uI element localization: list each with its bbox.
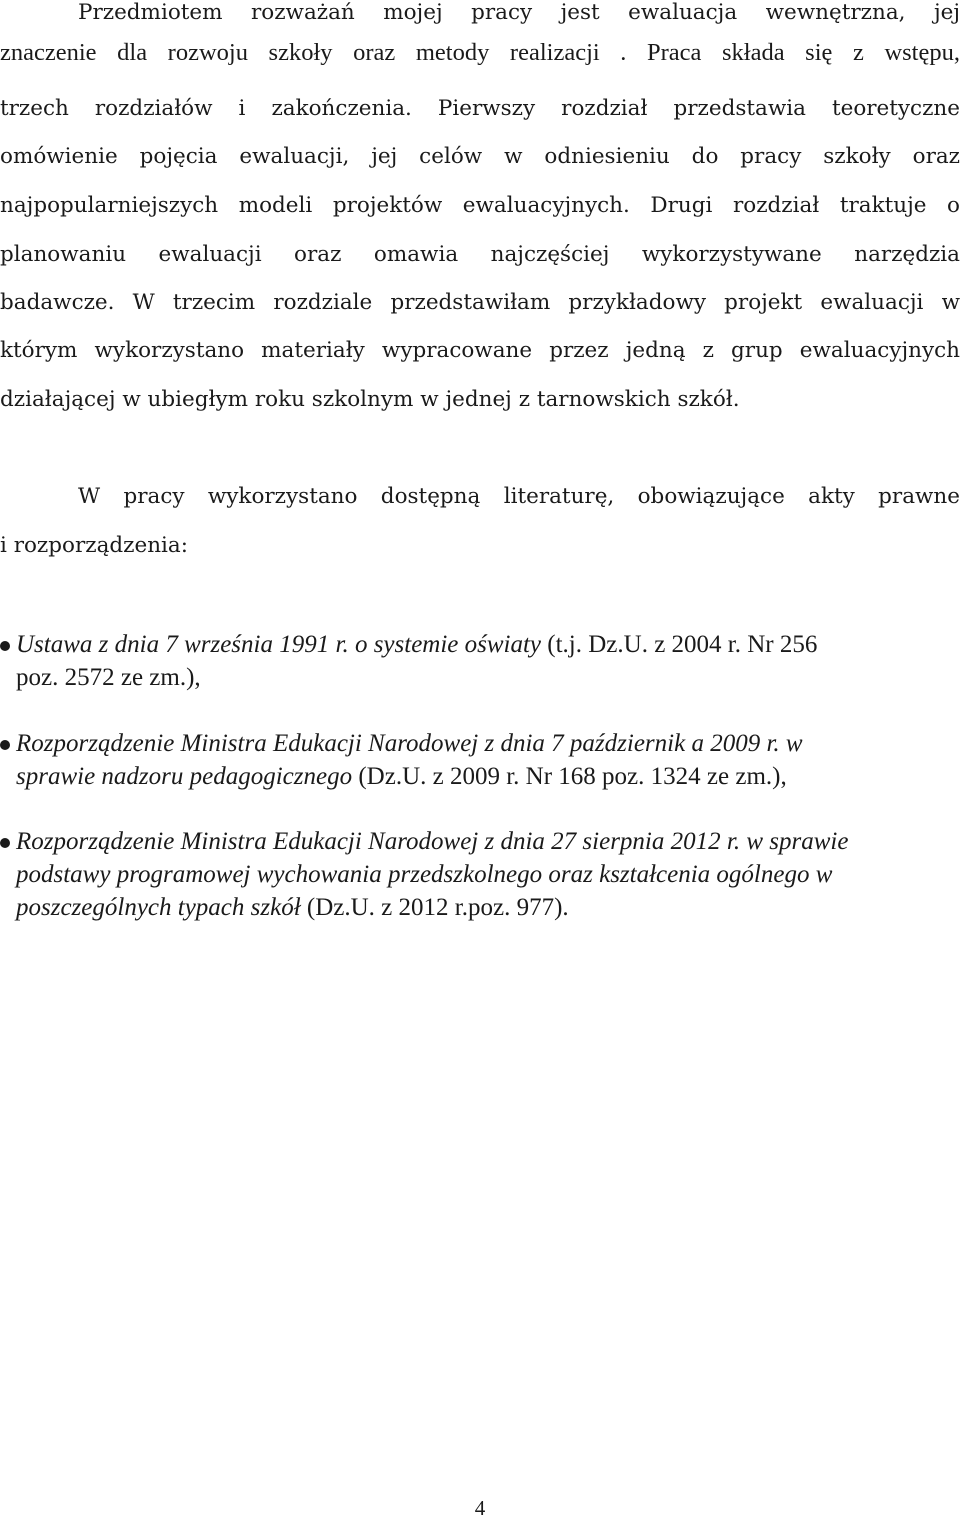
intro-line: trzech rozdziałów i zakończenia. Pierwszy rozdział przedstawia teoretyczne (0, 96, 960, 121)
sources-line: i rozporządzenia: (0, 533, 188, 558)
intro-line: znaczenie dla rozwoju szkoły oraz metody realizacji . Praca składa się z wstępu, (0, 39, 960, 66)
intro-line: badawcze. W trzecim rozdziale przedstawiłam przykładowy projekt ewaluacji w (0, 290, 960, 315)
intro-line: omówienie pojęcia ewaluacji, jej celów w odniesieniu do pracy szkoły oraz (0, 144, 960, 169)
intro-line: działającej w ubiegłym roku szkolnym w jednej z tarnowskich szkół. (0, 387, 740, 412)
list-item-line: poszczególnych typach szkół (Dz.U. z 2012 r.poz. 977). (16, 894, 569, 921)
intro-line: planowaniu ewaluacji oraz omawia najczęściej wykorzystywane narzędzia (0, 242, 960, 267)
bullet-icon (0, 740, 10, 750)
sources-line: W pracy wykorzystano dostępną literaturę, obowiązujące akty prawne (78, 484, 960, 509)
page-number: 4 (474, 1496, 486, 1520)
bullet-icon (0, 641, 10, 651)
intro-line: Przedmiotem rozważań mojej pracy jest ewaluacja wewnętrzna, jej (78, 0, 960, 25)
list-item-line: Rozporządzenie Ministra Edukacji Narodowej z dnia 7 październik a 2009 r. w (16, 730, 803, 757)
list-item-line: Ustawa z dnia 7 września 1991 r. o systemie oświaty (t.j. Dz.U. z 2004 r. Nr 256 (16, 631, 818, 658)
list-item-line: Rozporządzenie Ministra Edukacji Narodowej z dnia 27 sierpnia 2012 r. w sprawie (16, 828, 849, 855)
bullet-icon (0, 838, 10, 848)
list-item-line: podstawy programowej wychowania przedszkolnego oraz kształcenia ogólnego w (16, 861, 833, 888)
intro-line: najpopularniejszych modeli projektów ewaluacyjnych. Drugi rozdział traktuje o (0, 193, 960, 218)
intro-line: którym wykorzystano materiały wypracowane przez jedną z grup ewaluacyjnych (0, 338, 960, 363)
list-item-line: sprawie nadzoru pedagogicznego (Dz.U. z 2009 r. Nr 168 poz. 1324 ze zm.), (16, 763, 787, 790)
list-item-line: poz. 2572 ze zm.), (16, 664, 201, 691)
